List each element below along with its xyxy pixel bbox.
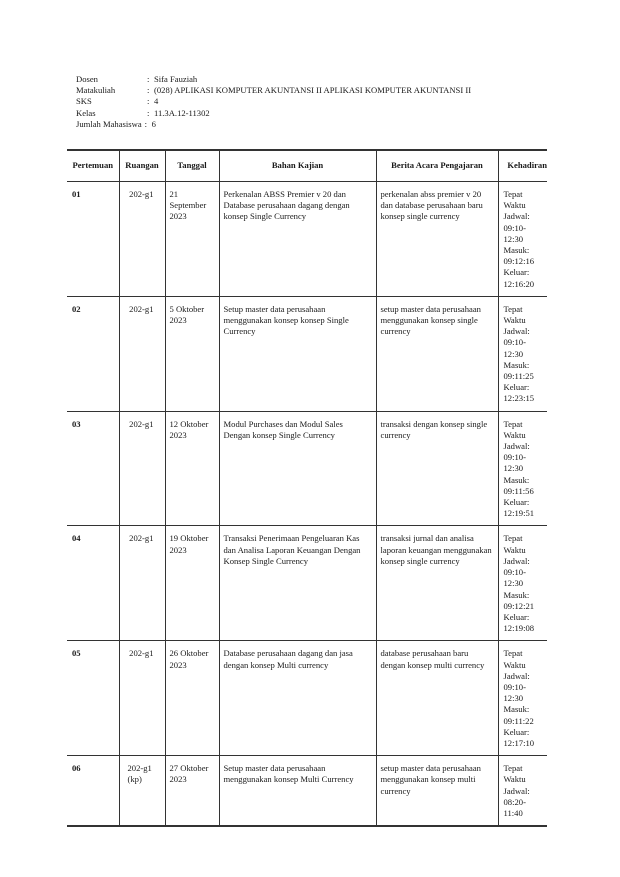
info-colon: :: [144, 118, 148, 129]
cell-bahan-kajian: Database perusahaan dagang dan jasa dengan konsep Multi currency: [219, 641, 376, 756]
cell-bahan-kajian: Modul Purchases dan Modul Sales Dengan konsep Single Currency: [219, 411, 376, 526]
info-colon: :: [147, 96, 150, 107]
cell-ruangan: 202-g1 (kp): [119, 756, 165, 827]
info-value-dosen: Sifa Fauziah: [154, 74, 198, 84]
cell-tanggal: 19 Oktober 2023: [165, 526, 219, 641]
info-row-kelas: [76, 108, 471, 119]
column-header-ruangan: Ruangan: [119, 150, 165, 182]
cell-pertemuan: 05: [67, 641, 119, 756]
cell-pertemuan: 02: [67, 296, 119, 411]
cell-berita-acara: setup master data perusahaan menggunakan konsep multi currency: [376, 756, 498, 827]
cell-kehadiran: Tepat Waktu Jadwal: 09:10-12:30 Masuk: 09:12:21 Keluar: 12:19:08: [498, 526, 547, 641]
cell-ruangan: 202-g1: [119, 296, 165, 411]
info-label-kelas: Kelas: [76, 107, 96, 118]
cell-tanggal: 27 Oktober 2023: [165, 756, 219, 827]
cell-berita-acara: perkenalan abss premier v 20 dan database perusahaan baru konsep single currency: [376, 182, 498, 297]
info-colon: :: [147, 107, 150, 118]
cell-berita-acara: transaksi jurnal dan analisa laporan keuangan menggunakan konsep single currency: [376, 526, 498, 641]
cell-pertemuan: 06: [67, 756, 119, 827]
cell-kehadiran: Tepat Waktu Jadwal: 08:20-11:40: [498, 756, 547, 827]
cell-kehadiran: Tepat Waktu Jadwal: 09:10-12:30 Masuk: 09:12:16 Keluar: 12:16:20: [498, 182, 547, 297]
meeting-schedule-table: [67, 149, 547, 827]
info-row-dosen: [76, 74, 471, 85]
table-row: [67, 756, 547, 827]
info-value-matakuliah: (028) APLIKASI KOMPUTER AKUNTANSI II APLIKASI KOMPUTER AKUNTANSI II: [154, 85, 472, 96]
info-row-sks: [76, 96, 471, 107]
info-label-sks: SKS: [76, 96, 92, 107]
cell-bahan-kajian: Perkenalan ABSS Premier v 20 dan Database perusahaan dagang dengan konsep Single Currency: [219, 182, 376, 297]
info-label-jumlah-mahasiswa: Jumlah Mahasiswa: [76, 118, 142, 129]
table-row: [67, 296, 547, 411]
cell-tanggal: 21 September 2023: [165, 182, 219, 297]
column-header-bahan-kajian: Bahan Kajian: [219, 150, 376, 182]
cell-pertemuan: 03: [67, 411, 119, 526]
cell-bahan-kajian: Setup master data perusahaan menggunakan konsep konsep Single Currency: [219, 296, 376, 411]
cell-ruangan: 202-g1: [119, 641, 165, 756]
cell-kehadiran: Tepat Waktu Jadwal: 09:10-12:30 Masuk: 09:11:22 Keluar: 12:17:10: [498, 641, 547, 756]
cell-tanggal: 26 Oktober 2023: [165, 641, 219, 756]
table-header-row: [67, 150, 547, 182]
cell-ruangan: 202-g1: [119, 526, 165, 641]
info-label-matakuliah: Matakuliah: [76, 85, 116, 96]
cell-berita-acara: database perusahaan baru dengan konsep multi currency: [376, 641, 498, 756]
column-header-berita-acara: Berita Acara Pengajaran: [376, 150, 498, 182]
info-colon: :: [147, 74, 150, 84]
info-value-jumlah-mahasiswa: 6: [151, 118, 156, 129]
info-label-dosen: Dosen: [76, 74, 98, 84]
cell-kehadiran: Tepat Waktu Jadwal: 09:10-12:30 Masuk: 09:11:56 Keluar: 12:19:51: [498, 411, 547, 526]
cell-pertemuan: 04: [67, 526, 119, 641]
table-row: [67, 411, 547, 526]
cell-berita-acara: transaksi dengan konsep single currency: [376, 411, 498, 526]
cell-berita-acara: setup master data perusahaan menggunakan konsep single currency: [376, 296, 498, 411]
table-row: [67, 526, 547, 641]
info-row-jumlah-mahasiswa: [76, 119, 471, 130]
cell-bahan-kajian: Setup master data perusahaan menggunakan konsep Multi Currency: [219, 756, 376, 827]
cell-bahan-kajian: Transaksi Penerimaan Pengeluaran Kas dan Analisa Laporan Keuangan Dengan Konsep Single Currency: [219, 526, 376, 641]
cell-pertemuan: 01: [67, 182, 119, 297]
column-header-tanggal: Tanggal: [165, 150, 219, 182]
table-row: [67, 182, 547, 297]
info-value-kelas: 11.3A.12-11302: [154, 107, 210, 118]
cell-tanggal: 12 Oktober 2023: [165, 411, 219, 526]
column-header-pertemuan: Pertemuan: [67, 150, 119, 182]
info-row-matakuliah: [76, 85, 471, 96]
cell-ruangan: 202-g1: [119, 182, 165, 297]
cell-kehadiran: Tepat Waktu Jadwal: 09:10-12:30 Masuk: 09:11:25 Keluar: 12:23:15: [498, 296, 547, 411]
cell-ruangan: 202-g1: [119, 411, 165, 526]
info-value-sks: 4: [154, 96, 159, 107]
table-row: [67, 641, 547, 756]
course-info: [76, 74, 471, 130]
info-colon: :: [147, 85, 150, 96]
cell-tanggal: 5 Oktober 2023: [165, 296, 219, 411]
column-header-kehadiran: Kehadiran: [498, 150, 547, 182]
